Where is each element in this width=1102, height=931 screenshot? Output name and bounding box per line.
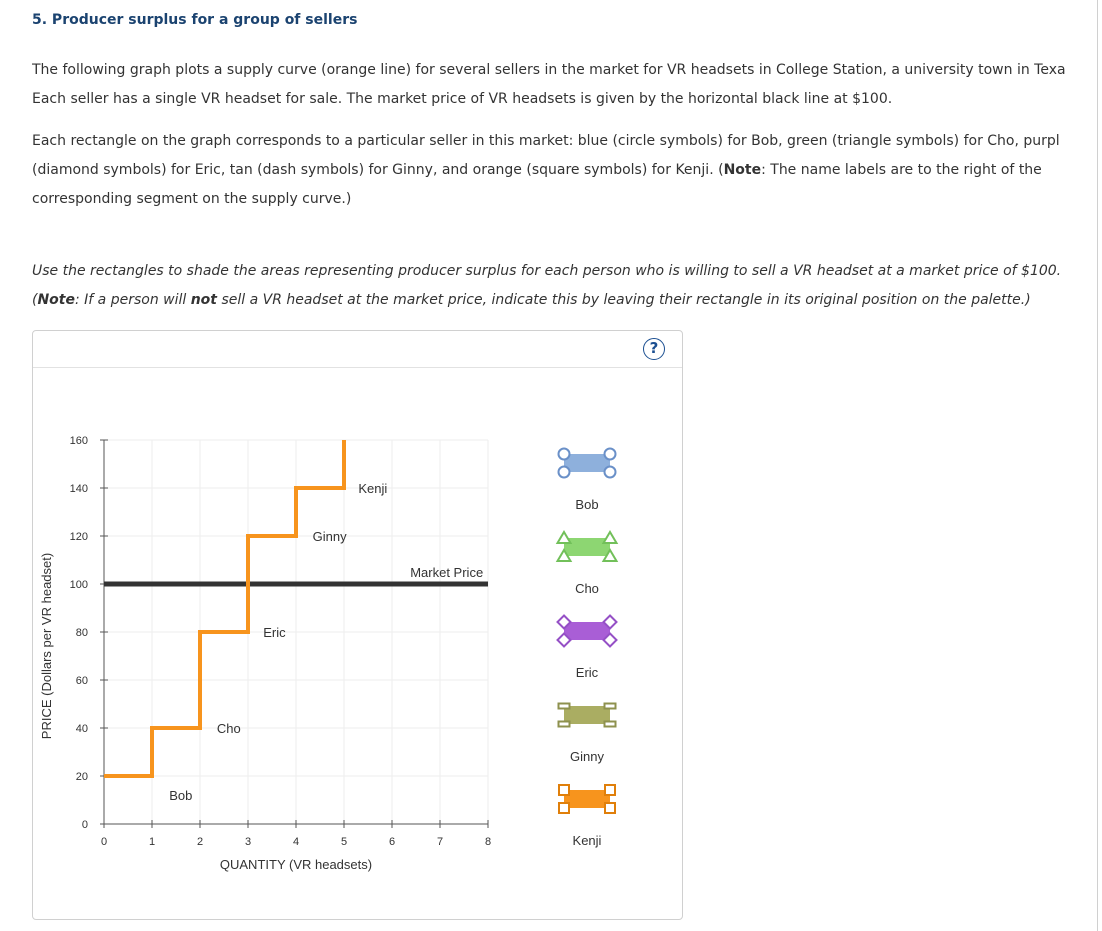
- palette-label-ginny: Ginny: [570, 749, 604, 764]
- producer-surplus-chart: [32, 330, 683, 919]
- y-tick-label-0: 0: [81, 819, 88, 831]
- palette-label-cho: Cho: [575, 581, 599, 596]
- seller-description-paragraph: [32, 127, 1102, 214]
- intro-line-2: Each seller has a single VR headset for sale. The market price of VR headsets is given by the horizontal black line at $100.: [32, 91, 893, 107]
- palette-label-kenji: Kenji: [572, 833, 602, 848]
- instruction-not: not: [190, 292, 217, 308]
- market-price-label: Market Price: [410, 565, 484, 580]
- y-tick-label-60: 60: [75, 675, 88, 687]
- palette-handle-bob-1: [605, 449, 616, 460]
- instruction-line-2: [32, 286, 1102, 315]
- x-tick-label-2: 2: [196, 836, 204, 848]
- x-tick-label-6: 6: [388, 836, 396, 848]
- palette-handle-kenji-1: [605, 785, 615, 795]
- instruction-end: sell a VR headset at the market price, indicate this by leaving their rectangle in its original position on the palette.): [217, 292, 1031, 308]
- palette-handle-bob-3: [605, 467, 616, 478]
- instruction-note-label: Note: [37, 292, 75, 308]
- x-tick-label-1: 1: [148, 836, 156, 848]
- palette-handle-kenji-0: [559, 785, 569, 795]
- page-edge-divider: [1097, 0, 1098, 931]
- note-label: Note: [723, 162, 762, 178]
- chart-labels: [169, 481, 483, 803]
- palette-rect-kenji[interactable]: [559, 785, 615, 813]
- instruction-open: (: [32, 292, 38, 308]
- x-tick-label-0: 0: [100, 836, 108, 848]
- palette-rect-fill-bob[interactable]: [564, 454, 610, 472]
- y-tick-label-120: 120: [69, 531, 88, 543]
- palette-handle-ginny-3: [605, 722, 616, 727]
- palette-handle-cho-0: [558, 532, 571, 543]
- palette-handle-bob-0: [559, 449, 570, 460]
- seller-line-2b: : The name labels are to the right of the: [761, 162, 1042, 178]
- y-tick-label-160: 160: [69, 435, 88, 447]
- chart-axes: [39, 435, 491, 872]
- x-tick-label-3: 3: [244, 836, 252, 848]
- palette-rect-ginny[interactable]: [559, 704, 616, 727]
- seller-line-3: corresponding segment on the supply curve.): [32, 191, 352, 207]
- palette-rect-fill-cho[interactable]: [564, 538, 610, 556]
- seller-line-2: [32, 156, 1102, 185]
- segment-label-kenji: Kenji: [358, 481, 388, 496]
- palette-rect-fill-kenji[interactable]: [564, 790, 610, 808]
- y-tick-label-100: 100: [69, 579, 88, 591]
- instruction-mid: : If a person will: [75, 292, 191, 308]
- y-tick-label-20: 20: [75, 771, 88, 783]
- palette-rect-cho[interactable]: [558, 532, 617, 561]
- palette-handle-cho-1: [604, 532, 617, 543]
- palette-handle-ginny-1: [605, 704, 616, 709]
- y-axis-title: PRICE (Dollars per VR headset): [39, 552, 54, 740]
- palette-handle-kenji-3: [605, 803, 615, 813]
- segment-label-bob: Bob: [169, 788, 193, 804]
- palette-handle-ginny-2: [559, 722, 570, 727]
- instructions-paragraph: [32, 257, 1102, 315]
- palette-handle-ginny-0: [559, 704, 570, 709]
- x-tick-label-4: 4: [292, 836, 300, 848]
- question-title: 5. Producer surplus for a group of sellers: [32, 12, 358, 28]
- y-tick-label-140: 140: [69, 483, 88, 495]
- y-tick-label-80: 80: [75, 627, 88, 639]
- x-tick-label-7: 7: [436, 836, 444, 848]
- x-tick-label-8: 8: [484, 836, 492, 848]
- palette-label-bob: Bob: [575, 497, 599, 512]
- segment-label-ginny: Ginny: [312, 529, 347, 544]
- palette-handle-kenji-2: [559, 803, 569, 813]
- rectangle-palette[interactable]: [558, 449, 617, 849]
- palette-rect-eric[interactable]: [558, 616, 617, 647]
- segment-label-cho: Cho: [216, 721, 241, 736]
- x-axis-title: QUANTITY (VR headsets): [219, 857, 373, 872]
- instruction-line-1: Use the rectangles to shade the areas representing producer surplus for each person who is willing to sell a VR headset at a market price of $100.: [32, 263, 1062, 279]
- palette-handle-bob-2: [559, 467, 570, 478]
- palette-rect-bob[interactable]: [559, 449, 616, 478]
- palette-rect-fill-eric[interactable]: [564, 622, 610, 640]
- y-tick-label-40: 40: [75, 723, 88, 735]
- seller-line-2a: (diamond symbols) for Eric, tan (dash symbols) for Ginny, and orange (square symbols) for Kenji. (: [32, 162, 724, 178]
- palette-label-eric: Eric: [575, 665, 599, 680]
- palette-rect-fill-ginny[interactable]: [564, 706, 610, 724]
- seller-line-1: Each rectangle on the graph corresponds to a particular seller in this market: blue (circle symbols) for Bob, green (triangle symbols) for Cho, purpl: [32, 133, 1060, 149]
- intro-line-1: The following graph plots a supply curve (orange line) for several sellers in the market for VR headsets in College Station, a university town in Texa: [32, 62, 1066, 78]
- x-tick-label-5: 5: [340, 836, 348, 848]
- segment-label-eric: Eric: [263, 625, 286, 640]
- help-icon[interactable]: ?: [643, 338, 665, 360]
- intro-paragraph: [32, 56, 1102, 114]
